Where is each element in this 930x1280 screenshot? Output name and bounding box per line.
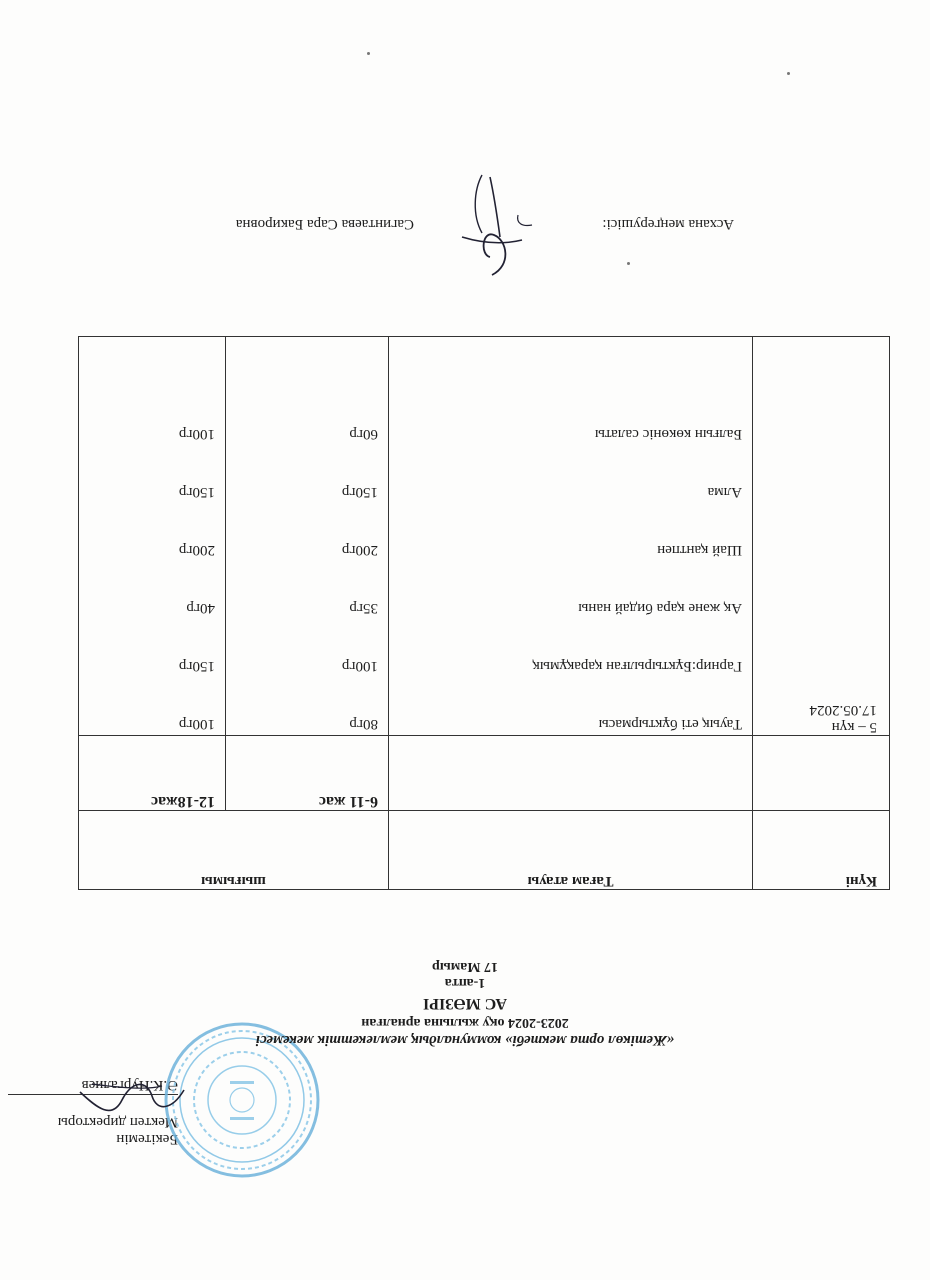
age-blank-dish <box>389 736 753 811</box>
portion-value: 200гр <box>341 542 378 558</box>
dish-item: Балғын көкөніс салаты <box>594 426 742 442</box>
portion-value: 100гр <box>178 716 215 732</box>
dish-cell <box>389 337 753 736</box>
portion-value: 40гр <box>186 600 215 616</box>
header-day: Күні <box>753 811 890 890</box>
portion-value: 60гр <box>349 426 378 442</box>
table-body-row <box>78 337 889 736</box>
menu-table <box>78 336 890 890</box>
scan-speck <box>627 262 630 265</box>
dish-item: Ақ және қара бидай наны <box>578 600 742 616</box>
day-cell <box>753 337 890 736</box>
table-age-row <box>78 736 889 811</box>
dish-item: Тауық еті бұктырмасы <box>598 716 742 732</box>
canteen-head-role: Асхана меңгерушісі: <box>602 216 734 232</box>
portion-value: 150гр <box>178 658 215 674</box>
dish-item: Гарнир:Бұктырылған қарақұмық <box>532 658 742 674</box>
week-label: 1-апта <box>444 975 486 990</box>
portion-value: 80гр <box>349 716 378 732</box>
academic-year: 2023-2024 оқу жылына арналған <box>361 1015 569 1030</box>
portion-value: 200гр <box>178 542 215 558</box>
scan-speck <box>367 52 370 55</box>
institution-name: «Жетікөл орта мектебі» коммуналдық мемлекеттік мекемесі <box>255 1032 675 1048</box>
portion-value: 150гр <box>178 484 215 500</box>
portion-12-18-cell <box>78 337 225 736</box>
day-date: 17.05.2024 <box>809 702 877 718</box>
director-name: Ә.К.Нургалиев <box>81 1077 178 1093</box>
scan-speck <box>787 72 790 75</box>
menu-date: 17 Мамыр <box>432 959 498 974</box>
director-position: Мектеп директоры <box>57 1114 178 1130</box>
header-dish: Тағам атауы <box>389 811 753 890</box>
director-signature <box>72 1068 192 1120</box>
age-blank-day <box>753 736 890 811</box>
header-portion: шығымы <box>78 811 388 890</box>
age-group-12-18: 12-18жас <box>78 736 225 811</box>
table-header-row <box>78 811 889 890</box>
age-group-6-11: 6-11 жас <box>226 736 389 811</box>
portion-value: 100гр <box>341 658 378 674</box>
portion-value: 35гр <box>349 600 378 616</box>
canteen-head-signature <box>432 170 552 285</box>
dish-item: Шай қантпен <box>657 542 742 558</box>
day-label: 5 – күн <box>831 719 877 735</box>
canteen-head-name: Сагинтаева Сара Бакировна <box>235 216 414 232</box>
document-title: АС МӘЗІРІ <box>423 995 507 1012</box>
dish-item: Алма <box>707 484 742 500</box>
approved-label: Бекітемін <box>116 1131 178 1147</box>
portion-value: 100гр <box>178 426 215 442</box>
portion-6-11-cell <box>226 337 389 736</box>
portion-value: 150гр <box>341 484 378 500</box>
